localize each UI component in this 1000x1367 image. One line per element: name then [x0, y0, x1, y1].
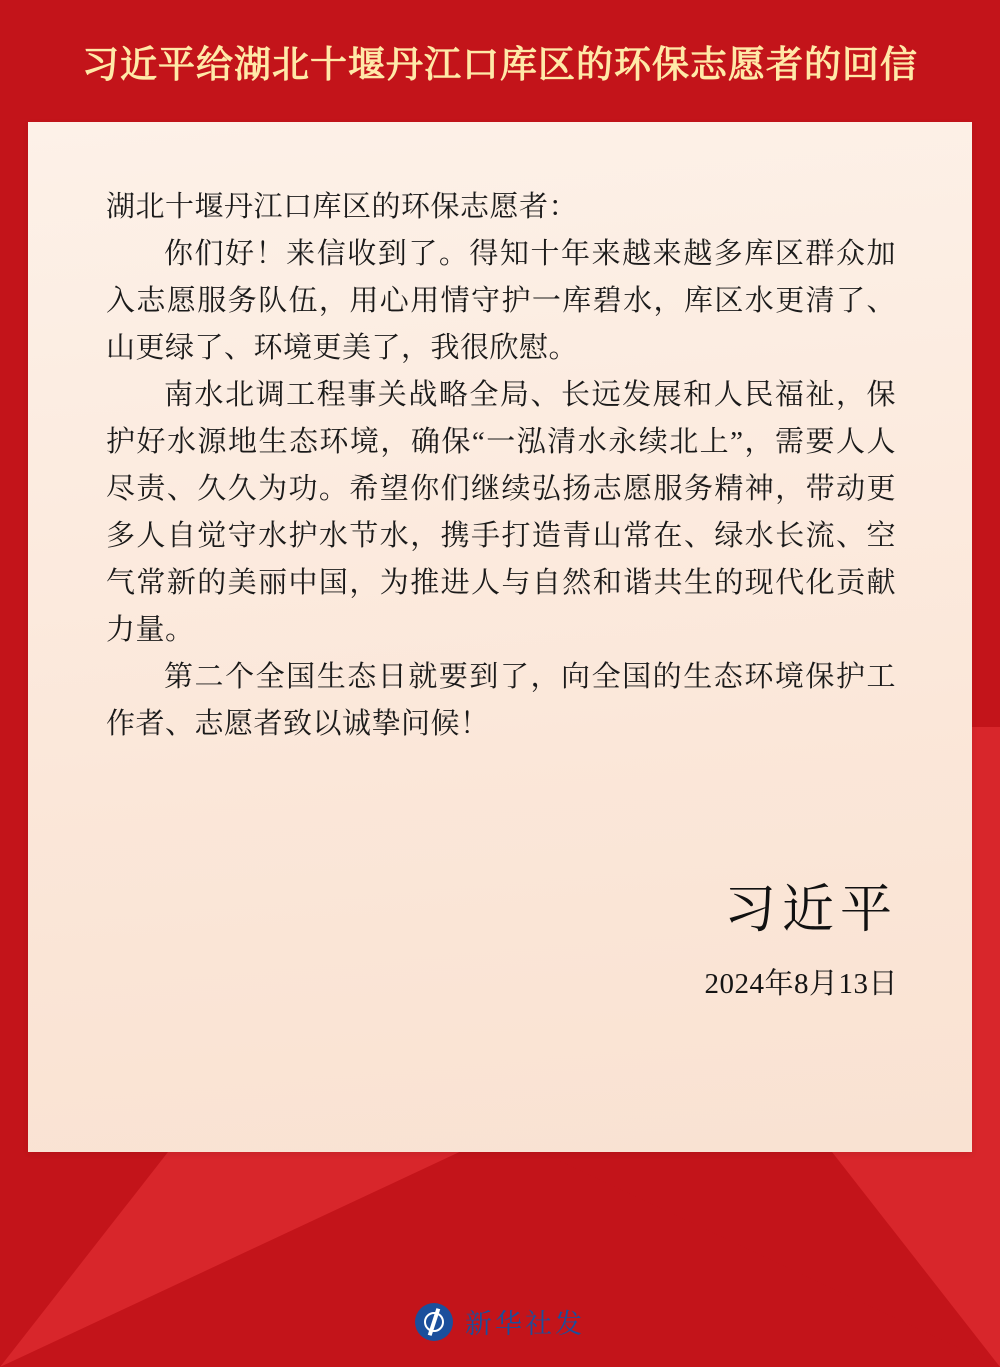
footer-credit: [0, 1302, 1000, 1341]
letter-paragraph-2: 南水北调工程事关战略全局、长远发展和人民福祉，保护好水源地生态环境，确保“一泓清水永续北上”，需要人人尽责、久久为功。希望你们继续弘扬志愿服务精神，带动更多人自觉守水护水节水，携手打造青山常在、绿水长流、空气常新的美丽中国，为推进人与自然和谐共生的现代化贡献力量。: [106, 378, 896, 646]
xinhua-logo-icon: [415, 1303, 453, 1341]
letter-salutation: 湖北十堰丹江口库区的环保志愿者：: [106, 191, 579, 223]
letter-body: [106, 184, 896, 748]
letter-paragraph-1: 你们好！来信收到了。得知十年来越来越多库区群众加入志愿服务队伍，用心用情守护一库碧水，库区水更清了、山更绿了、环境更美了，我很欣慰。: [106, 237, 896, 364]
signature-name: 习近平: [723, 882, 898, 939]
letter-paragraph-3: 第二个全国生态日就要到了，向全国的生态环境保护工作者、志愿者致以诚挚问候！: [106, 660, 896, 740]
letter-paper: [28, 122, 972, 1152]
footer-credit-label: 新华社发: [465, 1309, 585, 1339]
page-title: 习近平给湖北十堰丹江口库区的环保志愿者的回信: [82, 45, 918, 86]
signature-date: 2024年8月13日: [704, 968, 898, 1001]
header-band: [0, 0, 1000, 122]
signature-block: [478, 882, 898, 1002]
